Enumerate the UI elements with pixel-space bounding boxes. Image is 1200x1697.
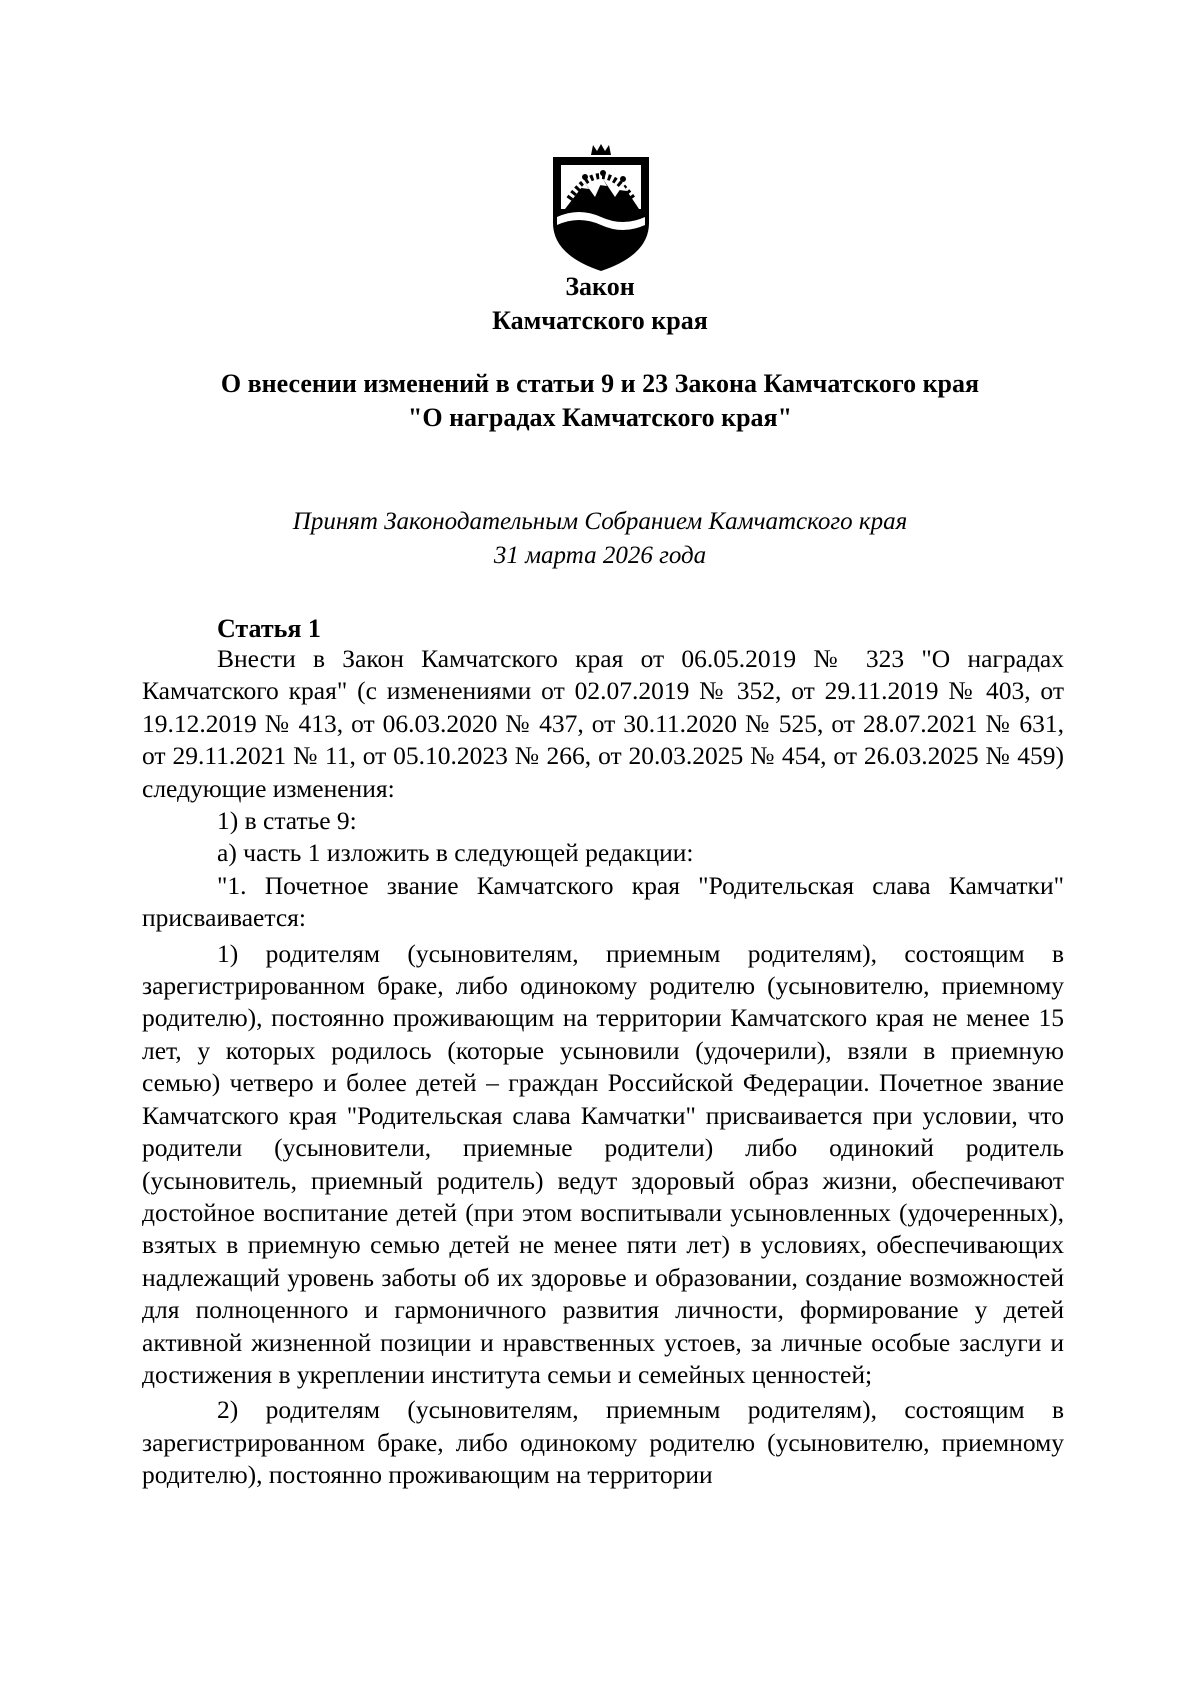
adoption-note: [0, 505, 1200, 573]
paragraph-6: 2) родителям (усыновителям, приемным родителям), состоящим в зарегистрированном браке, либо одинокому родителю (усыновителю, приемному родителю), постоянно проживающим на территории: [142, 1395, 1064, 1490]
law-subject-line-2: "О наградах Камчатского края": [407, 403, 793, 432]
law-title: [0, 270, 1200, 338]
adoption-note-date: 31 марта 2026 года: [493, 542, 707, 569]
law-subject-line-1: О внесении изменений в статьи 9 и 23 Закона Камчатского края: [220, 369, 980, 398]
article-heading: Статья 1: [217, 614, 321, 643]
paragraph-2: 1) в статье 9:: [217, 806, 357, 836]
article-body: [142, 643, 1064, 1492]
law-title-line-1: Закон: [565, 272, 635, 301]
paragraph-3: а) часть 1 изложить в следующей редакции:: [217, 838, 694, 868]
law-title-line-2: Камчатского края: [492, 306, 708, 335]
law-subject: [0, 367, 1200, 435]
adoption-note-line-1: Принят Законодательным Собранием Камчатского края: [292, 508, 908, 535]
paragraph-4: "1. Почетное звание Камчатского края "Родительская слава Камчатки" присваивается:: [142, 870, 1064, 933]
paragraph-1: Внести в Закон Камчатского края от 06.05.2019 № 323 "О наградах Камчатского края" (с изменениями от 02.07.2019 № 352, от 29.11.2019 № 403, от 19.12.2019 № 413, от 06.03.2020 № 437, от 30.11.2020 № 525, от 28.07.2021 № 631, от 29.11.2021 № 11, от 05.10.2023 № 266, от 20.03.2025 № 454, от 26.03.2025 № 459) следующие изменения:: [142, 644, 1064, 803]
coat-of-arms-emblem: [551, 143, 651, 273]
paragraph-5: 1) родителям (усыновителям, приемным родителям), состоящим в зарегистрированном браке, либо одинокому родителю (усыновителю, приемному родителю), постоянно проживающим на территории Камчатского края не менее 15 лет, у которых родилось (которые усыновили (удочерили), взяли в приемную семью) четверо и более детей – граждан Российской Федерации. Почетное звание Камчатского края "Родительская слава Камчатки" присваивается при условии, что родители (усыновители, приемные родители) либо одинокий родитель (усыновитель, приемный родитель) ведут здоровый образ жизни, обеспечивают достойное воспитание детей (при этом воспитывали усыновленных (удочеренных), взятых в приемную семью детей не менее пяти лет) в условиях, обеспечивающих надлежащий уровень заботы об их здоровье и образовании, создание возможностей для полноценного и гармоничного развития личности, формирование у детей активной жизненной позиции и нравственных устоев, за личные особые заслуги и достижения в укреплении института семьи и семейных ценностей;: [142, 938, 1064, 1389]
